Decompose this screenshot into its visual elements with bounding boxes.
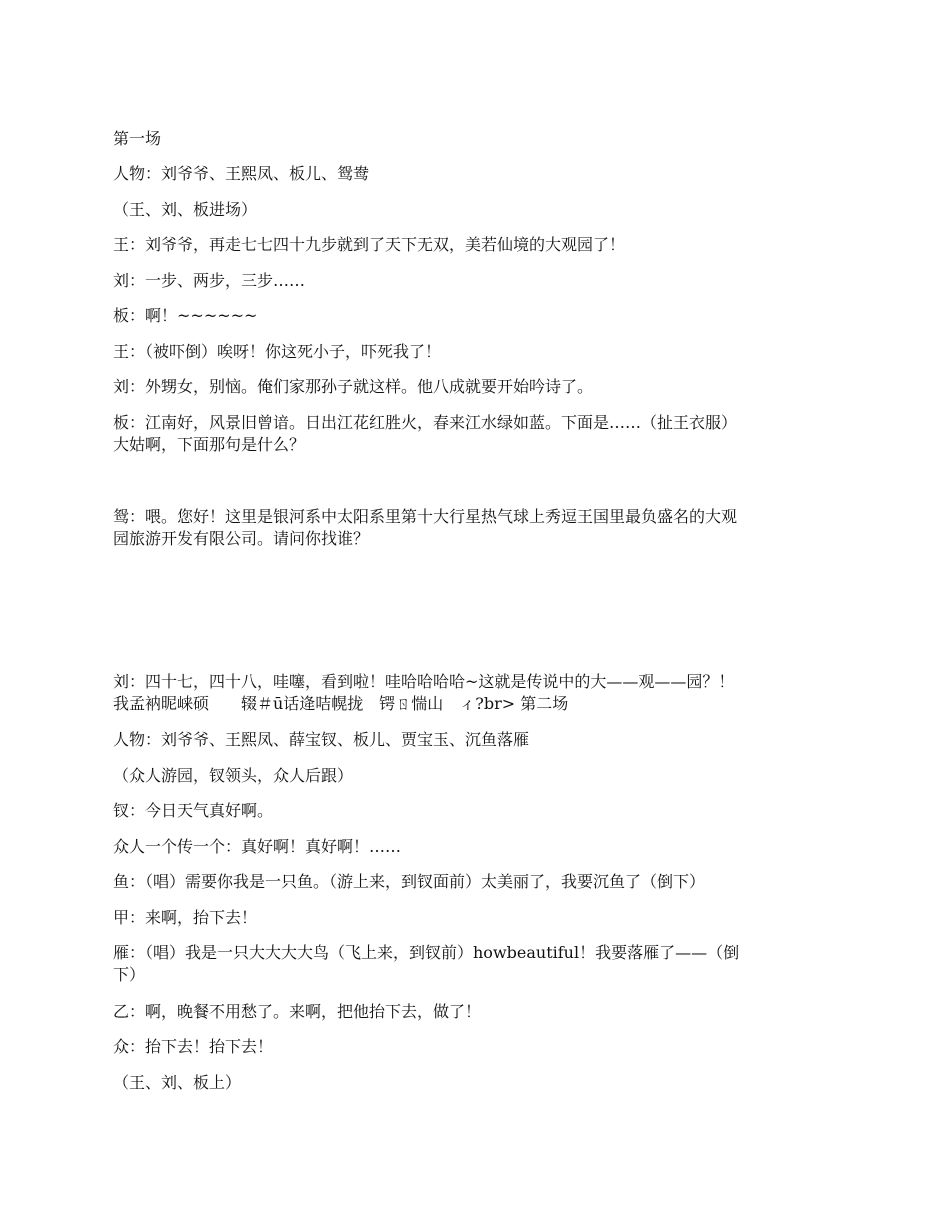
text-line: 刘：一步、两步，三步…… [113,271,306,290]
text-line: 人物：刘爷爷、王熙凤、薛宝钗、板儿、贾宝玉、沉鱼落雁 [113,730,530,749]
dialogue-line [113,305,843,327]
text-line: 众人一个传一个：真好啊！真好啊！…… [113,837,402,856]
text-line: 鱼：（唱）需要你我是一只鱼。（游上来，到钗面前）太美丽了，我要沉鱼了（倒下） [113,872,706,891]
stage-direction [113,199,843,221]
stage-direction [113,1072,843,1094]
characters-list-scene-two [113,729,843,751]
text-line: 王：刘爷爷，再走七七四十九步就到了天下无双，美若仙境的大观园了！ [113,235,626,254]
dialogue-line [113,412,843,456]
dialogue-line [113,234,843,256]
text-line: （王、刘、板上） [113,1073,242,1092]
text-line: 刘：四十七，四十八，哇噻，看到啦！哇哈哈哈哈~这就是传说中的大——观——园？！ [113,672,735,691]
text-line: （王、刘、板进场） [113,200,258,219]
dialogue-line [113,871,843,893]
text-line: 钗：今日天气真好啊。 [113,801,274,820]
text-line: 板：啊！~~~~~~ [113,306,258,325]
stage-direction [113,765,843,787]
text-line: （众人游园，钗领头，众人后跟） [113,766,354,785]
text-line: 众：抬下去！抬下去！ [113,1037,274,1056]
dialogue-line [113,836,843,858]
text-line: 乙：啊，晚餐不用愁了。来啊，把他抬下去，做了！ [113,1002,482,1021]
text-line: 我孟衲昵崃硕 辍＃ū话逄咭幌拢 锷ㄖ惴山 ィ?br> 第二场 [113,694,569,713]
text-line: 王：（被吓倒）唉呀！你这死小子，吓死我了！ [113,342,442,361]
text-line: 下） [113,965,146,984]
text-line: 第一场 [113,129,162,148]
text-line: 人物：刘爷爷、王熙凤、板儿、鸳鸯 [113,164,370,183]
dialogue-line [113,1001,843,1023]
dialogue-line [113,942,843,986]
text-line: 刘：外甥女，别恼。俺们家那孙子就这样。他八成就要开始吟诗了。 [113,377,594,396]
dialogue-line [113,1036,843,1058]
dialogue-line [113,376,843,398]
text-line: 甲：来啊，抬下去！ [113,908,258,927]
text-line: 鸳：喂。您好！这里是银河系中太阳系里第十大行星热气球上秀逗王国里最负盛名的大观 [113,507,738,526]
dialogue-line [113,341,843,363]
text-line: 园旅游开发有限公司。请问你找谁？ [113,529,370,548]
text-line: 雁：（唱）我是一只大大大大鸟（飞上来，到钗前）howbeautiful！我要落雁了——（倒 [113,943,740,962]
characters-list-scene-one [113,163,843,185]
dialogue-line [113,671,843,715]
dialogue-line [113,506,843,550]
dialogue-line [113,270,843,292]
dialogue-line [113,907,843,929]
scene-one-heading [113,128,843,150]
text-line: 板：江南好，风景旧曾谙。日出江花红胜火，春来江水绿如蓝。下面是……（扯王衣服） [113,413,738,432]
text-line: 大姑啊，下面那句是什么？ [113,435,306,454]
dialogue-line [113,800,843,822]
